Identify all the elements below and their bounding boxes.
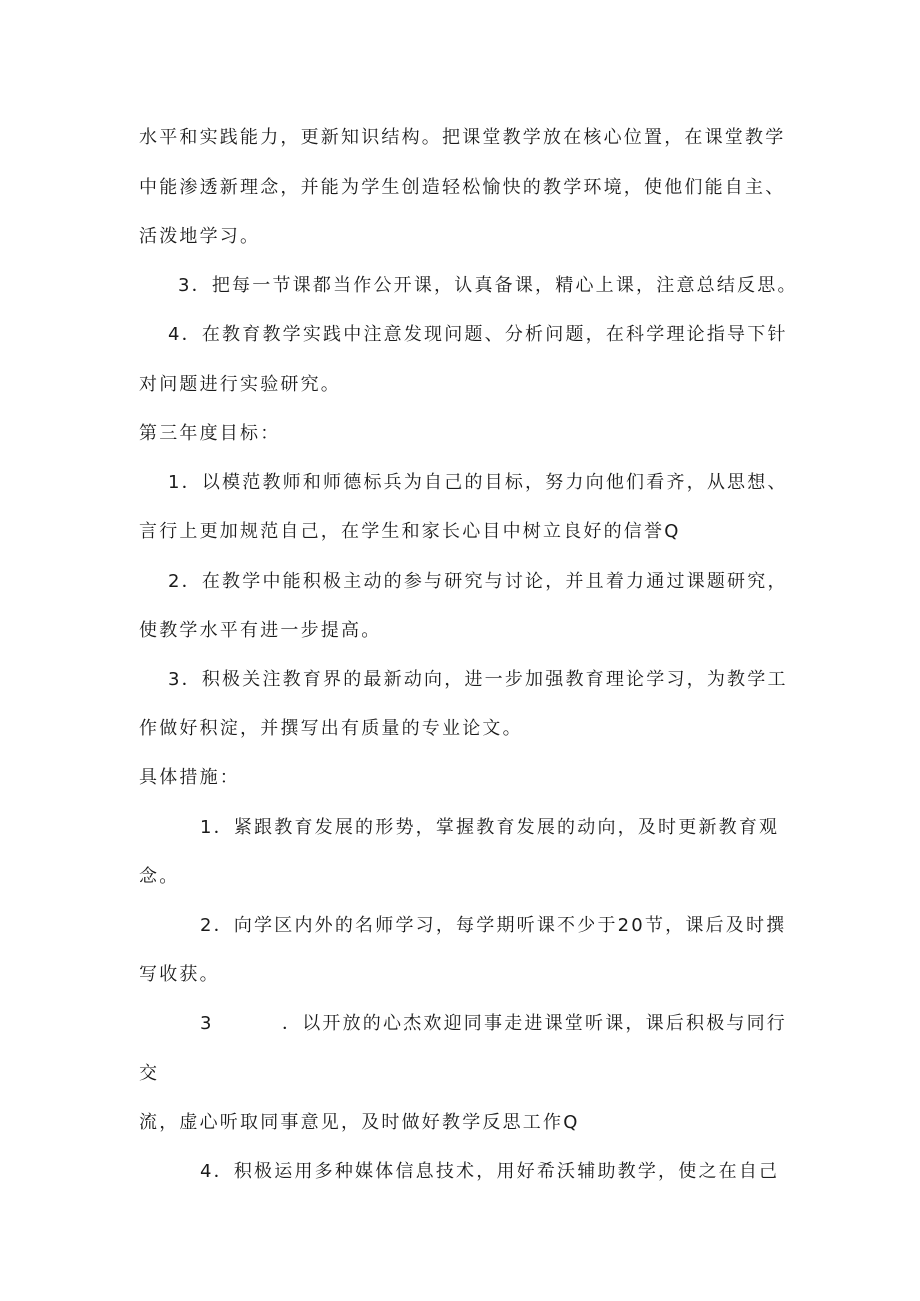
text-line: 念。 xyxy=(139,866,180,887)
text-line: 流，虚心听取同事意见，及时做好教学反思工作Q xyxy=(139,1112,580,1133)
text-line: 中能渗透新理念，并能为学生创造轻松愉快的教学环境，使他们能自主、 xyxy=(139,177,786,198)
list-item-text: ．以开放的心杰欢迎同事走进课堂听课，课后积极与同行 xyxy=(282,1013,787,1034)
list-item-text: 3．积极关注教育界的最新动向，进一步加强教育理论学习，为教学工 xyxy=(168,669,788,690)
list-item-text: 4．积极运用多种媒体信息技术，用好希沃辅助教学，使之在自己 xyxy=(200,1161,780,1182)
list-item-text: 3．把每一节课都当作公开课，认真备课，精心上课，注意总结反思。 xyxy=(178,275,798,296)
section-heading: 第三年度目标： xyxy=(139,423,281,444)
list-item-number: 3 xyxy=(200,1013,214,1034)
list-item-text: 4．在教育教学实践中注意发现问题、分析问题，在科学理论指导下针 xyxy=(168,324,788,345)
text-line: 交 xyxy=(139,1063,160,1084)
text-line: 言行上更加规范自己，在学生和家长心目中树立良好的信誉Q xyxy=(139,521,681,542)
text-line: 写收获。 xyxy=(139,964,220,985)
text-line: 活泼地学习。 xyxy=(139,226,261,247)
section-heading: 具体措施： xyxy=(139,767,240,788)
list-item-text: 1．以模范教师和师德标兵为自己的目标，努力向他们看齐，从思想、 xyxy=(168,472,788,493)
text-line: 水平和实践能力，更新知识结构。把课堂教学放在核心位置，在课堂教学 xyxy=(139,127,786,148)
text-line: 作做好积淀，并撰写出有质量的专业论文。 xyxy=(139,718,523,739)
text-line: 使教学水平有进一步提高。 xyxy=(139,620,382,641)
list-item-text: 1．紧跟教育发展的形势，掌握教育发展的动向，及时更新教育观 xyxy=(200,817,780,838)
list-item-text: 2．向学区内外的名师学习，每学期听课不少于20节，课后及时撰 xyxy=(200,915,787,936)
text-line: 对问题进行实验研究。 xyxy=(139,374,341,395)
list-item-text: 2．在教学中能积极主动的参与研究与讨论，并且着力通过课题研究， xyxy=(168,571,788,592)
